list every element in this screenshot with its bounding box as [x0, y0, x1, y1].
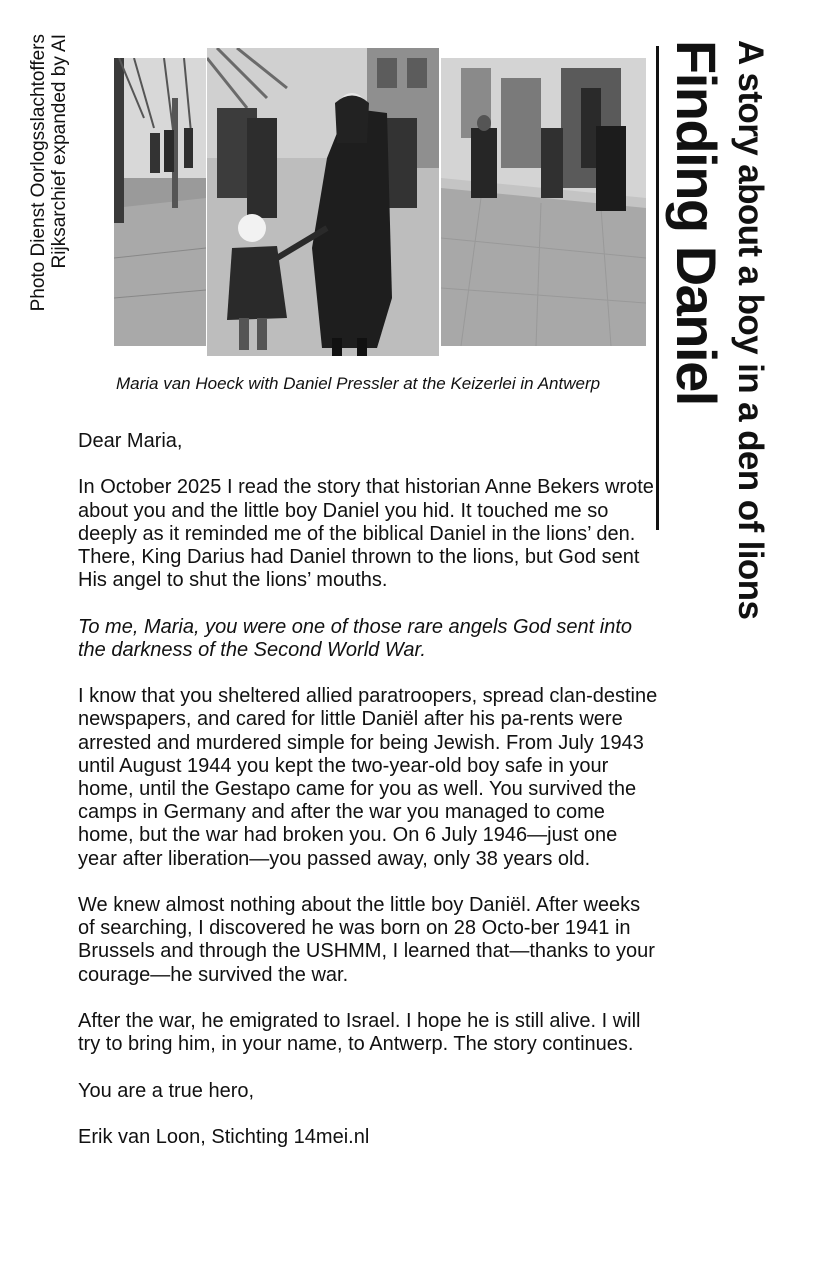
main-title-heading: Finding Daniel [665, 40, 728, 405]
photo-credit-line-2: Rijksarchief expanded by AI [49, 34, 70, 269]
letter-paragraph-4: We knew almost nothing about the little boy Daniël. After weeks of searching, I discovered he was born on 28 Octo-ber 1941 in Brussels and through the USHMM, I learned that—thanks to your courage—he survived the war. [78, 894, 655, 986]
letter-paragraph-5: After the war, he emigrated to Israel. I hope he is still alive. I will try to bring him, in your name, to Antwerp. The story continues. [78, 1010, 641, 1056]
letter-paragraph-1: In October 2025 I read the story that historian Anne Bekers wrote about you and the little boy Daniel you hid. It touched me so deeply as it reminded me of the biblical Daniel in the lions’ den. There, King Darius had Daniel thrown to the lions, but God sent His angel to shut the lions’ mouths. [78, 476, 654, 592]
letter-closing: You are a true hero, [78, 1079, 255, 1102]
vertical-title [662, 40, 772, 710]
letter-greeting: Dear Maria, [78, 430, 183, 452]
letter-signature: Erik van Loon, Stichting 14mei.nl [78, 1125, 370, 1148]
photo-center-panel [207, 48, 439, 356]
photo-credit [28, 34, 70, 364]
letter-paragraph-3: I know that you sheltered allied paratroopers, spread clan-destine newspapers, and cared for little Daniël after his pa-rents were arrested and murdered simple for being Jewish. From July 1943 until August 1944 you kept the two-year-old boy safe in your home, until the Gestapo came for you as well. You survived the camps in Germany and after the war you managed to come home, but the war had broken you. On 6 July 1946—just one year after liberation—you passed away, only 38 years old. [78, 685, 658, 870]
photo-caption: Maria van Hoeck with Daniel Pressler at the Keizerlei in Antwerp [116, 374, 601, 393]
subtitle-heading: A story about a boy in a den of lions [731, 40, 770, 620]
letter-paragraph-2: To me, Maria, you were one of those rare angels God sent into the darkness of the Second World War. [78, 615, 633, 661]
photo-left-panel [114, 58, 206, 346]
letter-body [78, 430, 658, 1172]
photo-right-panel [441, 58, 646, 346]
photo-credit-line-1: Photo Dienst Oorlogsslachtoffers [28, 34, 49, 312]
